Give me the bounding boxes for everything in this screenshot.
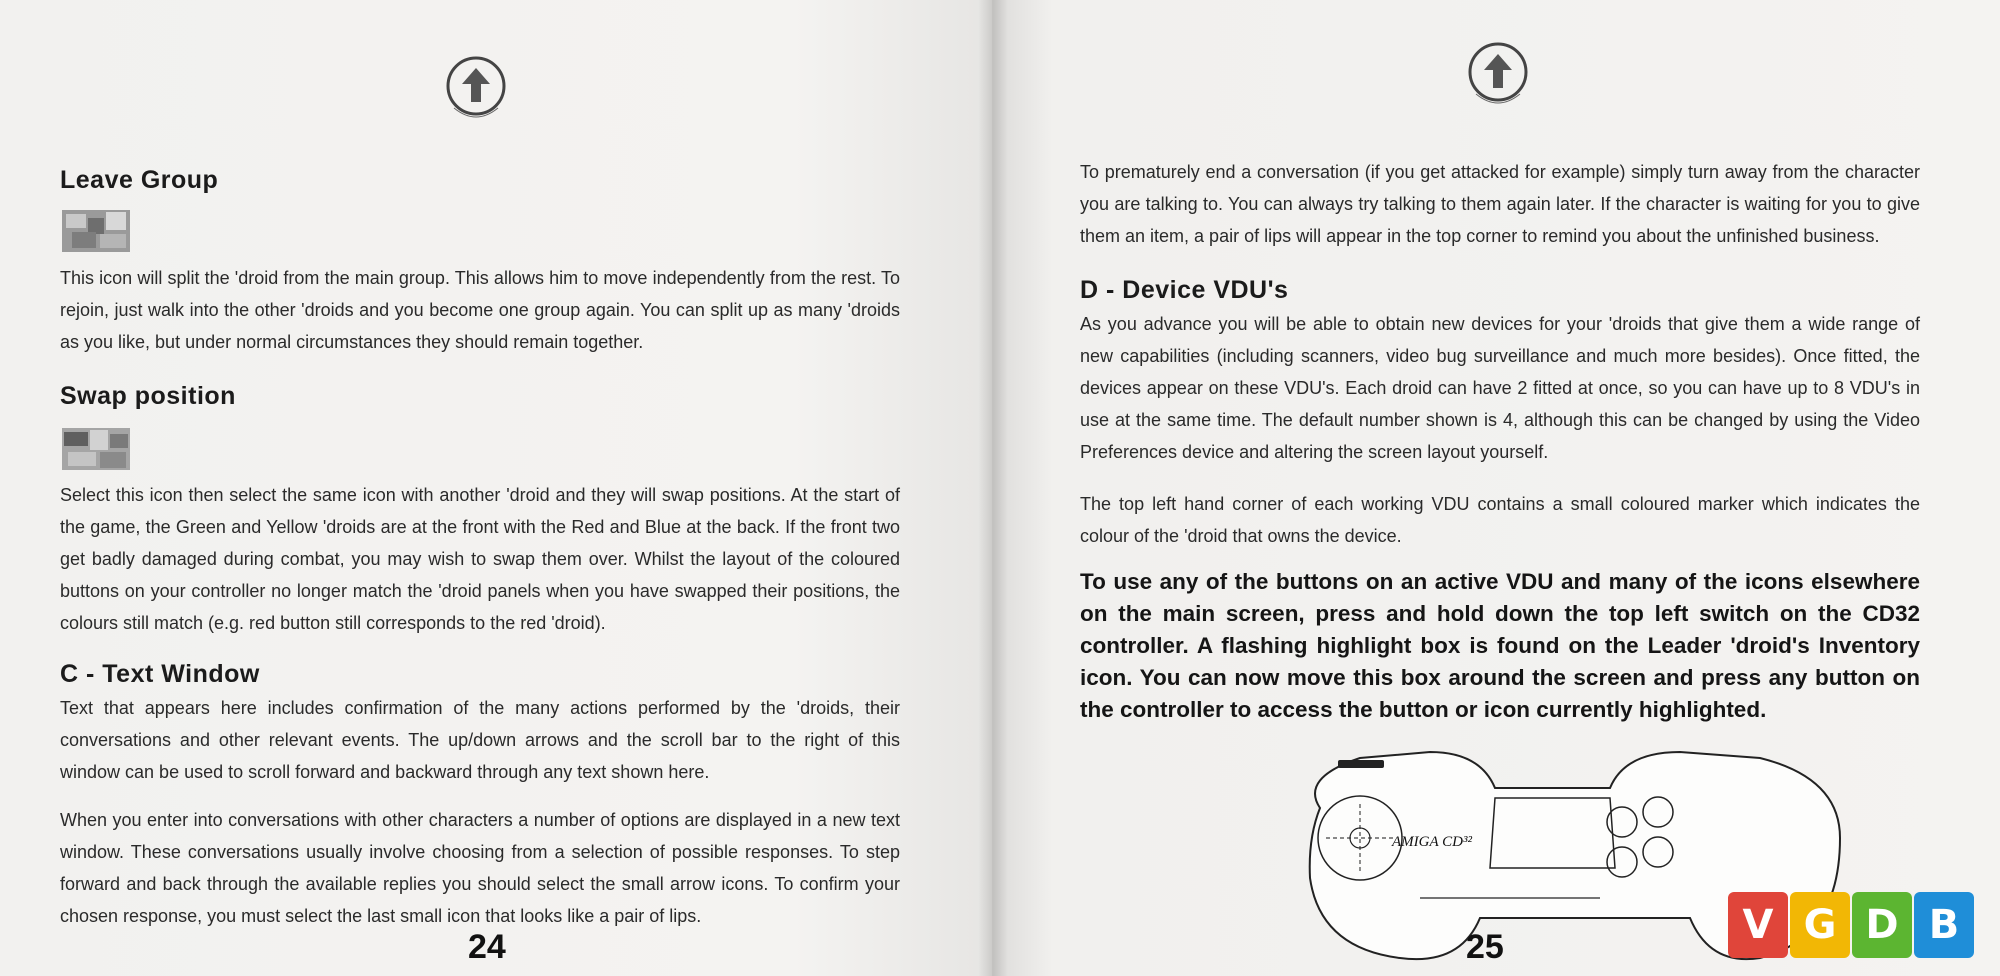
page-number-left: 24 — [468, 928, 506, 966]
text-window-text-2: When you enter into conversations with other characters a number of options are displayed in a new text window. These conversations usually involve choosing from a selection of possible responses. To step forward and back through the available replies you should select the small arrow icons. To confirm your chosen response, you must select the last small icon that looks like a pair of lips. — [60, 810, 900, 926]
captive-logo-icon — [1458, 36, 1538, 116]
captive-logo-icon — [436, 50, 516, 130]
conversation-end-text: To prematurely end a conversation (if you get attacked for example) simply turn away from the character you are talking to. You can always try talking to them again later. If the character is waiting for you to give them an item, a pair of lips will appear in the top corner to remind you about the unfinished business. — [1080, 162, 1920, 246]
page-number-right: 25 — [1466, 928, 1504, 966]
watermark-letter-g: G — [1790, 892, 1850, 958]
controller-brand-label: AMIGA CD³² — [1392, 834, 1472, 850]
cd32-instruction-text: To use any of the buttons on an active VDU and many of the icons elsewhere on the main screen, press and hold down the top left switch on the CD32 controller. A flashing highlight box is found on the Leader 'droid's Inventory icon. You can now move this box around the screen and press any button on the controller to access the button or icon currently highlighted. — [1080, 569, 1920, 722]
device-vdu-text-2: The top left hand corner of each working VDU contains a small coloured marker which indicates the colour of the 'droid that owns the device. — [1080, 494, 1920, 546]
device-vdu-heading: D - Device VDU's — [1080, 276, 1289, 304]
text-window-heading: C - Text Window — [60, 660, 260, 688]
swap-position-heading: Swap position — [60, 382, 236, 410]
watermark-letter-b: B — [1914, 892, 1974, 958]
book-spine — [978, 0, 1008, 976]
watermark-letter-d: D — [1852, 892, 1912, 958]
leave-group-heading: Leave Group — [60, 166, 219, 194]
swap-position-icon — [62, 428, 130, 470]
leave-group-text: This icon will split the 'droid from the main group. This allows him to move independently from the rest. To rejoin, just walk into the other 'droids and you become one group again. You can split up as many 'droids as you like, but under normal circumstances they should remain together. — [60, 268, 900, 352]
leave-group-icon — [62, 210, 130, 252]
text-window-text-1: Text that appears here includes confirmation of the many actions performed by the 'droids, their conversations and other relevant events. The up/down arrows and the scroll bar to the right of this window can be used to scroll forward and backward through any text shown here. — [60, 698, 900, 782]
vgdb-watermark — [1728, 892, 1974, 958]
watermark-letter-v: V — [1728, 892, 1788, 958]
swap-position-text: Select this icon then select the same icon with another 'droid and they will swap positions. At the start of the game, the Green and Yellow 'droids are at the front with the Red and Blue at the back. If the front two get badly damaged during combat, you may wish to swap them over. Whilst the layout of the coloured buttons on your controller no longer match the 'droid panels when you have swapped their positions, the colours still match (e.g. red button still corresponds to the red 'droid). — [60, 485, 900, 633]
device-vdu-text-1: As you advance you will be able to obtain new devices for your 'droids that give them a wide range of new capabilities (including scanners, video bug surveillance and much more besides). Once fitted, the devices appear on these VDU's. Each droid can have 2 fitted at once, so you can have up to 8 VDU's in use at the same time. The default number shown is 4, although this can be changed by using the Video Preferences device and altering the screen layout yourself. — [1080, 314, 1920, 462]
